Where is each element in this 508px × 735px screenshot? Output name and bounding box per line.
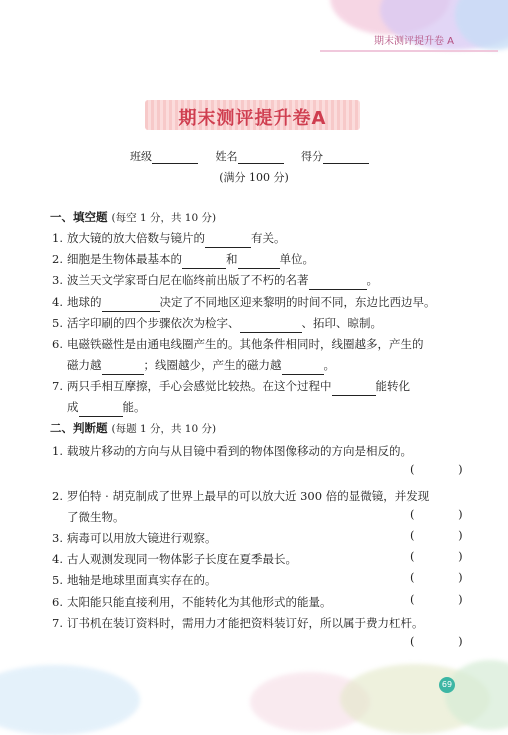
page-title: 期末测评提升卷A: [178, 108, 327, 129]
question-item-cont: 磁力越 ；线圈越少，产生的磁力越 。: [52, 355, 335, 375]
question-item: 1. 放大镜的放大倍数与镜片的 有关。: [52, 228, 286, 248]
answer-blank[interactable]: [238, 256, 280, 269]
question-item: 7. 订书机在装订资料时，需用力才能把资料装订好，所以属于费力杠杆。: [52, 616, 424, 630]
question-item: 2. 罗伯特 · 胡克制成了世界上最早的可以放大近 300 倍的显微镜，并发现: [52, 489, 430, 503]
answer-bracket[interactable]: ( ): [410, 528, 483, 542]
score-field[interactable]: [323, 151, 369, 164]
class-field[interactable]: [152, 151, 198, 164]
answer-blank[interactable]: [332, 383, 376, 396]
answer-blank[interactable]: [102, 362, 144, 375]
student-info-row: [130, 148, 383, 164]
answer-blank[interactable]: [205, 235, 251, 248]
question-item: 6. 太阳能只能直接利用，不能转化为其他形式的能量。: [52, 595, 332, 609]
question-item: 1. 载玻片移动的方向与从目镜中看到的物体图像移动的方向是相反的。: [52, 444, 412, 458]
header-divider: [320, 50, 498, 52]
question-item: 6. 电磁铁磁性是由通电线圈产生的。其他条件相同时，线圈越多，产生的: [52, 337, 424, 351]
header-label: 期末测评提升卷 A: [373, 36, 454, 47]
answer-blank[interactable]: [102, 299, 160, 312]
section-fill-blank-heading: [50, 209, 216, 225]
answer-blank[interactable]: [79, 404, 123, 417]
answer-bracket[interactable]: ( ): [410, 592, 483, 606]
question-item: 5. 地轴是地球里面真实存在的。: [52, 573, 217, 587]
question-item: 5. 活字印刷的四个步骤依次为检字、 、拓印、晾制。: [52, 313, 382, 333]
class-label: 班级: [130, 150, 152, 163]
score-label: 得分: [301, 150, 323, 163]
title-banner: [145, 100, 360, 130]
answer-blank[interactable]: [309, 277, 367, 290]
page-number-badge: 69: [439, 677, 455, 693]
answer-bracket[interactable]: ( ): [410, 634, 483, 648]
question-item: 7. 两只手相互摩擦，手心会感觉比较热。在这个过程中 能转化: [52, 376, 410, 396]
answer-bracket[interactable]: ( ): [410, 570, 483, 584]
answer-blank[interactable]: [282, 362, 324, 375]
question-item: 4. 古人观测发现同一物体影子长度在夏季最长。: [52, 552, 297, 566]
answer-bracket[interactable]: ( ): [410, 549, 483, 563]
question-item-cont: 了微生物。: [67, 510, 125, 524]
section-note: (每题 1 分，共 10 分): [111, 423, 217, 435]
answer-bracket[interactable]: ( ): [410, 507, 483, 521]
name-field[interactable]: [238, 151, 284, 164]
answer-blank[interactable]: [182, 256, 226, 269]
question-item: 2. 细胞是生物体最基本的 和 单位。: [52, 249, 314, 269]
section-true-false-heading: [50, 420, 216, 436]
answer-bracket[interactable]: ( ): [410, 462, 483, 476]
decor-blob: [0, 665, 140, 735]
question-item-cont: 成 能。: [52, 397, 146, 417]
question-item: 3. 波兰天文学家哥白尼在临终前出版了不朽的名著 。: [52, 270, 378, 290]
name-label: 姓名: [215, 150, 238, 163]
section-note: (每空 1 分，共 10 分): [111, 212, 217, 224]
section-title: 一、填空题: [50, 210, 108, 224]
question-item: 4. 地球的 决定了不同地区迎来黎明的时间不同，东边比西边早。: [52, 292, 436, 312]
section-title: 二、判断题: [50, 421, 108, 435]
question-item: 3. 病毒可以用放大镜进行观察。: [52, 531, 217, 545]
answer-blank[interactable]: [240, 320, 302, 333]
full-score: (满分 100 分): [219, 171, 289, 184]
